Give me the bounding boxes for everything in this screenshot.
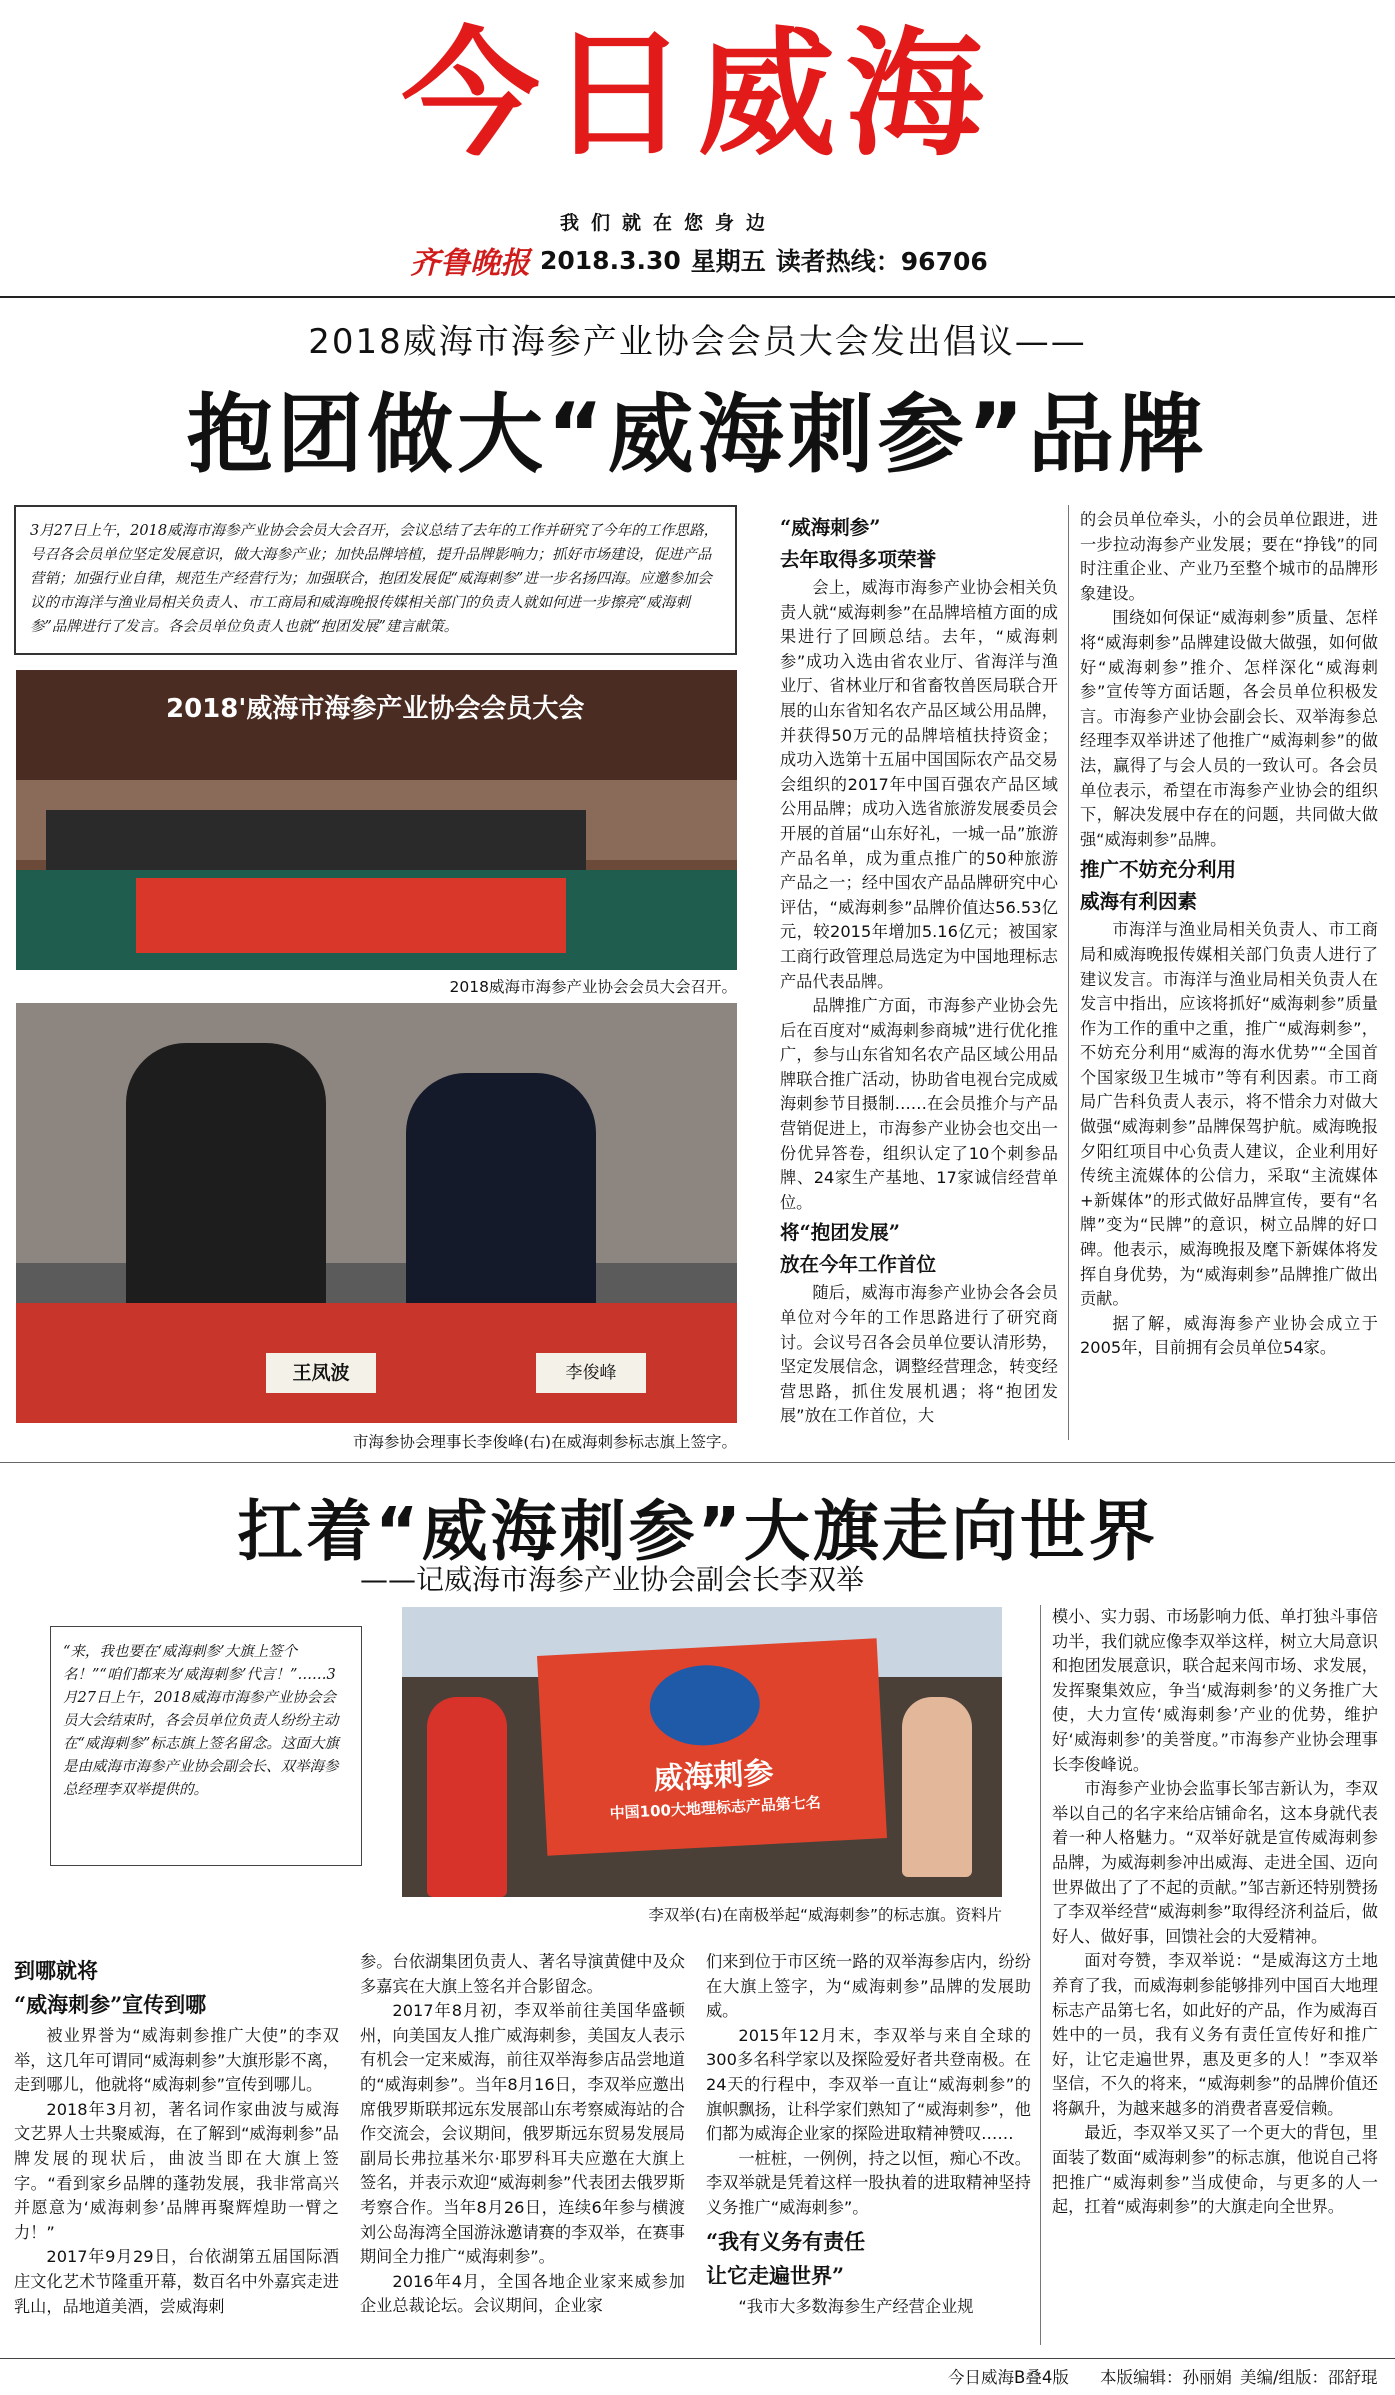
article1-headline: 抱团做大“威海刺参”品牌 (186, 385, 1209, 485)
brand-flag (537, 1638, 887, 1856)
paragraph: 2016年4月，全国各地企业家来威参加企业总裁论坛。会议期间，企业家 (360, 2271, 685, 2316)
paragraph: 会上，威海市海参产业协会相关负责人就“威海刺参”在品牌培植方面的成果进行了回顾总结。去年，“威海刺参”成功入选由省农业厅、省海洋与渔业厅、省林业厅和省畜牧兽医局联合开展的山东省知名农产品区域公用品牌，并获得50万元的品牌培植扶持资金；成功入选第十五届中国国际农产品交易会组织的2017年中国百强农产品区域公用品牌；成功入选省旅游发展委员会开展的首届“山东好礼，一城一品”旅游产品名单，成为重点推广的50种旅游产品之一；经中国农产品品牌研究中心评估，“威海刺参”品牌价值达56.53亿元，较2015年增加5.16亿元；被国家工商行政管理总局选定为中国地理标志产品代表品牌。 (780, 578, 1058, 991)
paragraph: 模小、实力弱、市场影响力低、单打独斗事倍功半，我们就应像李双举这样，树立大局意识和抱团发展意识，联合起来闯市场、求发展，发挥聚集效应，争当‘威海刺参’的义务推广大使，大力宣传‘威海刺参’产业的优势，维护好‘威海刺参’的美誉度。”市海参产业协会理事长李俊峰说。 (1052, 1607, 1378, 1774)
flag-subtitle: 中国100大地理标志产品第七名 (609, 1793, 822, 1823)
page-label: 今日威海B叠4版 (948, 2368, 1069, 2387)
column-divider (1040, 1605, 1041, 2345)
paragraph: 2017年9月29日，台依湖第五届国际酒庄文化艺术节隆重开幕，数百名中外嘉宾走进乳山，品地道美酒，尝威海刺 (14, 2247, 339, 2316)
subhead: “我有义务有责任 (706, 2228, 866, 2254)
editor-credit: 本版编辑：孙丽娟 (1100, 2368, 1232, 2387)
issue-date: 2018.3.30 (540, 245, 681, 275)
paragraph: 最近，李双举又买了一个更大的背包，里面装了数面“威海刺参”的标志旗，他说自己将把推广“威海刺参”当成使命，与更多的人一起，扛着“威海刺参”的大旗走向全世界。 (1052, 2123, 1378, 2217)
subhead: “威海刺参”宣传到哪 (14, 1992, 207, 2017)
weekday: 星期五 (690, 247, 766, 276)
meeting-people (46, 810, 586, 870)
signer-left (126, 1043, 326, 1343)
paragraph: “我市大多数海参生产经营企业规 (738, 2296, 974, 2316)
subhead: “威海刺参” (780, 516, 881, 539)
nameplate-wang: 王凤波 (266, 1353, 376, 1393)
article2-column-1 (14, 1950, 339, 2350)
paragraph: 市海洋与渔业局相关负责人、市工商局和威海晚报传媒相关部门负责人进行了建议发言。市海洋与渔业局相关负责人在发言中指出，应该将抓好“威海刺参”质量作为工作的重中之重，推广“威海刺参”，不妨充分利用“威海的海水优势”“全国首个国家级卫生城市”等有利因素。市工商局广告科负责人表示，将不惜余力对做大做强“威海刺参”品牌保驾护航。威海晚报夕阳红项目中心负责人建议，企业利用好传统主流媒体的公信力，采取“主流媒体+新媒体”的形式做好品牌宣传，要有“名牌”变为“民牌”的意识，树立品牌的好口碑。他表示，威海晚报及麾下新媒体将发挥自身优势，为“威海刺参”品牌推广做出贡献。 (1080, 920, 1378, 1309)
paragraph: 被业界誉为“威海刺参推广大使”的李双举，这几年可谓同“威海刺参”大旗形影不离，走到哪儿，他就将“威海刺参”宣传到哪儿。 (14, 2026, 339, 2095)
signing-photo (16, 1003, 737, 1423)
design-credit: 美编/组版：邵舒琨 (1240, 2368, 1378, 2387)
antarctica-photo-caption: 李双举(右)在南极举起“威海刺参”的标志旗。资料片 (648, 1906, 1002, 1924)
paragraph: 面对夸赞，李双举说：“是威海这方土地养育了我，而威海刺参能够排列中国百大地理标志产品第七名，如此好的产品，作为威海百姓中的一员，我有义务有责任宣传好和推广好，让它走遍世界，惠及更多的人！”李双举坚信，不久的将来，“威海刺参”的品牌价值还将飙升，为越来越多的消费者喜爱信赖。 (1052, 1951, 1378, 2118)
meeting-flag (136, 878, 566, 953)
paragraph: 随后，威海市海参产业协会各会员单位对今年的工作思路进行了研究商讨。会议号召各会员单位要认清形势，坚定发展信念，调整经营理念，转变经营思路，抓住发展机遇；将“抱团发展”放在工作首位，大 (780, 1283, 1058, 1426)
paragraph: 2017年8月初，李双举前往美国华盛顿州，向美国友人推广威海刺参，美国友人表示有机会一定来威海，前往双举海参店品尝地道的“威海刺参”。当年8月16日，李双举应邀出席俄罗斯联邦远东发展部山东考察威海站的合作交流会，会议期间，俄罗斯远东贸易发展局副局长弗拉基米尔·耶罗科耳夫应邀在大旗上签名，并表示欢迎“威海刺参”代表团去俄罗斯考察合作。当年8月26日，连续6年参与横渡刘公岛海湾全国游泳邀请赛的李双举，在赛事期间全力推广“威海刺参”。 (360, 2001, 685, 2267)
paragraph: 市海参产业协会监事长邹吉新认为，李双举以自己的名字来给店铺命名，这本身就代表着一种人格魅力。“双举好就是宣传威海刺参品牌，为威海刺参冲出威海、走进全国、迈向世界做出了了不起的贡献。”邹吉新还特别赞扬了李双举经营“威海刺参”取得经济利益后，做好人、做好事，回馈社会的大爱精神。 (1052, 1779, 1378, 1946)
column-divider (1068, 505, 1069, 1440)
article2-right-column (1052, 1605, 1378, 2350)
signing-photo-caption: 市海参协会理事长李俊峰(右)在威海刺参标志旗上签字。 (352, 1433, 737, 1451)
person-left (427, 1697, 507, 1897)
subhead: 去年取得多项荣誉 (780, 548, 937, 571)
article2-subtitle: ——记威海市海参产业协会副会长李双举 (360, 1563, 865, 1596)
footer-rule (0, 2358, 1395, 2359)
signer-right (406, 1073, 596, 1333)
paragraph: 的会员单位牵头，小的会员单位跟进，进一步拉动海参产业发展；要在“挣钱”的同时注重企业、产业乃至整个城市的品牌形象建设。 (1080, 510, 1378, 603)
slogan: 我们就在您身边 (560, 212, 778, 234)
section-rule (0, 1462, 1395, 1463)
meeting-banner: 2018'威海市海参产业协会会员大会 (166, 694, 585, 724)
subhead: 将“抱团发展” (780, 1221, 900, 1245)
subhead: 推广不妨充分利用 (1080, 858, 1237, 882)
nameplate-li: 李俊峰 (536, 1353, 646, 1393)
dateline (410, 240, 988, 280)
top-rule (0, 296, 1395, 298)
flag-logo (648, 1662, 762, 1748)
subhead: 到哪就将 (14, 1958, 98, 1983)
paragraph: 围绕如何保证“威海刺参”质量、怎样将“威海刺参”品牌建设做大做强，如何做好“威海刺参”推介、怎样深化“威海刺参”宣传等方面话题，各会员单位积极发言。市海参产业协会副会长、双举海参总经理李双举讲述了他推广“威海刺参”的做法，赢得了与会人员的一致认可。各会员单位表示，希望在市海参产业协会的组织下，解决发展中存在的问题，共同做大做强“威海刺参”品牌。 (1080, 608, 1378, 849)
paragraph: 们来到位于市区统一路的双举海参店内，纷纷在大旗上签字，为“威海刺参”品牌的发展助威。 (706, 1952, 1031, 2021)
person-right (902, 1697, 972, 1877)
article1-intro: 3月27日上午，2018威海市海参产业协会会员大会召开，会议总结了去年的工作并研究了今年的工作思路，号召各会员单位坚定发展意识，做大海参产业；加快品牌培植，提升品牌影响力；抓好市场建设，促进产品营销；加强行业自律，规范生产经营行为；加强联合，抱团发展促“威海刺参”进一步名扬四海。应邀参加会议的市海洋与渔业局相关负责人、市工商局和威海晚报传媒相关部门的负责人就如何进一步擦亮“威海刺参”品牌进行了发言。各会员单位负责人也就“抱团发展”建言献策。 (14, 505, 737, 655)
article1-column-2 (1080, 508, 1378, 1443)
article2-column-3 (706, 1950, 1031, 2350)
article2-headline: 扛着“威海刺参”大旗走向世界 (237, 1493, 1158, 1570)
paragraph: 据了解，威海海参产业协会成立于2005年，目前拥有会员单位54家。 (1080, 1313, 1378, 1358)
article2-column-2 (360, 1950, 685, 2350)
flag-title: 威海刺参 (652, 1755, 775, 1798)
subhead: 放在今年工作首位 (780, 1253, 937, 1277)
paragraph: 2015年12月末，李双举与来自全球的300多名科学家以及探险爱好者共登南极。在24天的行程中，李双举一直让“威海刺参”的旗帜飘扬，让科学家们熟知了“威海刺参”，他们都为威海企业家的探险进取精神赞叹…… (706, 2025, 1031, 2144)
meeting-photo-caption: 2018威海市海参产业协会会员大会召开。 (449, 978, 737, 996)
article2-quote: “来，我也要在‘威海刺参’大旗上签个名！”“咱们都来为‘威海刺参’代言！”……3月27日上午，2018威海市海参产业协会会员大会结束时，各会员单位负责人纷纷主动在“威海刺参”标志旗上签名留念。这面大旗是由威海市海参产业协会副会长、双举海参总经理李双举提供的。 (50, 1626, 362, 1866)
hotline: 读者热线：96706 (775, 247, 988, 276)
paragraph: 一桩桩，一例例，持之以恒，痴心不改。李双举就是凭着这样一股执着的进取精神坚持义务推广“威海刺参”。 (706, 2148, 1031, 2217)
subhead: 威海有利因素 (1080, 890, 1198, 914)
antarctica-photo (402, 1607, 1002, 1897)
paragraph: 2018年3月初，著名词作家曲波与威海文艺界人士共聚威海，在了解到“威海刺参”品牌发展的现状后，曲波当即在大旗上签字。“看到家乡品牌的蓬勃发展，我非常高兴并愿意为‘威海刺参’品牌再聚辉煌助一臂之力！” (14, 2099, 339, 2242)
paper-logo: 齐鲁晚报 (410, 246, 530, 281)
signing-background (16, 1003, 737, 1263)
paragraph: 品牌推广方面，市海参产业协会先后在百度对“威海刺参商城”进行优化推广，参与山东省知名农产品区域公用品牌联合推广活动，协助省电视台完成威海刺参节目摄制……在会员推介与产品营销促进上，市海参产业协会也交出一份优异答卷，组织认定了10个刺参品牌、24家生产基地、17家诚信经营单位。 (780, 996, 1058, 1212)
masthead-title: 今日威海 (401, 14, 994, 175)
meeting-backdrop (16, 670, 737, 780)
subhead: 让它走遍世界” (706, 2262, 845, 2288)
article1-kicker: 2018威海市海参产业协会会员大会发出倡议—— (308, 322, 1087, 362)
article1-column-1 (780, 510, 1058, 1445)
meeting-photo (16, 670, 737, 970)
paragraph: 参。台依湖集团负责人、著名导演黄健中及众多嘉宾在大旗上签名并合影留念。 (360, 1952, 685, 1996)
